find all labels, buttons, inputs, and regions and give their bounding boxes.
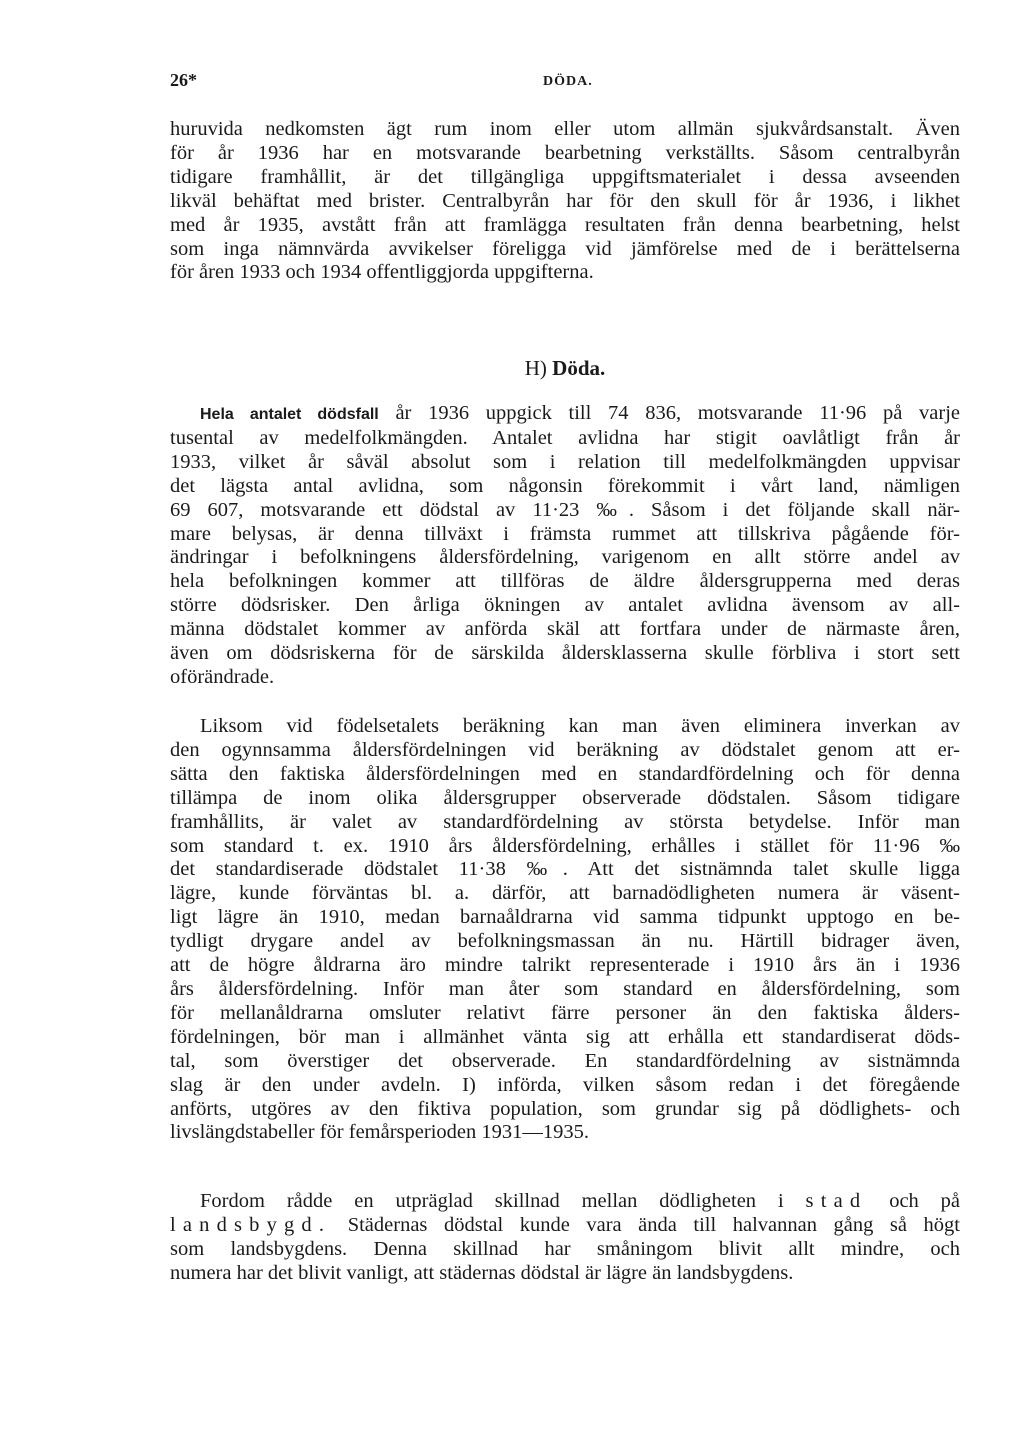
text-line: för åren 1933 och 1934 offentliggjorda uppgifterna. xyxy=(170,261,594,284)
text-line: männa dödstalet kommer av anförda skäl att fortfara under de närmaste åren, xyxy=(170,618,960,641)
text-line: fördelningen, bör man i allmänhet vänta sig att erhålla ett standardiserat döds- xyxy=(170,1025,960,1048)
page-number: 26* xyxy=(170,70,197,90)
line-rest: Städernas dödstal kunde vara ända till halvannan gång så högt xyxy=(347,1213,960,1236)
text-line: tidigare framhållit, är det tillgängliga uppgiftsmaterialet i dessa avseenden xyxy=(170,165,960,188)
text-line xyxy=(170,1214,960,1238)
text-line: det standardiserade dödstalet 11·38 ‰. Att det sistnämnda talet skulle ligga xyxy=(170,858,960,881)
text-line xyxy=(170,402,960,427)
text-line: slag är den under avdeln. I) införda, vilken såsom redan i det föregående xyxy=(170,1073,960,1096)
paragraph-standardization xyxy=(170,715,960,1145)
text-line: sätta den faktiska åldersfördelningen med en standardfördelning och för denna xyxy=(170,762,960,785)
lead-in-text: Hela antalet dödsfall xyxy=(200,406,379,423)
text-line: huruvida nedkomsten ägt rum inom eller utom allmän sjukvårdsanstalt. Även xyxy=(170,118,960,140)
text-line: tydligt drygare andel av befolkningsmassan än nu. Härtill bidrager även, xyxy=(170,930,960,953)
text-line: även om dödsriskerna för de särskilda åldersklasserna skulle förbliva i stort sett xyxy=(170,642,960,665)
text-line: tal, som överstiger det observerade. En standardfördelning av sistnämnda xyxy=(170,1049,960,1072)
text-line: års åldersfördelning. Inför man åter som standard en åldersfördelning, som xyxy=(170,977,960,1000)
text-line: 69 607, motsvarande ett dödstal av 11·23 ‰. Såsom i det följande skall när- xyxy=(170,498,960,521)
lead-line-rest: år 1936 uppgick till 74 836, motsvarande 11·96 på varje xyxy=(395,402,961,424)
text-line: 1933, vilket år såväl absolut som i relation till medelfolkmängden uppvisar xyxy=(170,450,960,473)
text-line: anförts, utgöres av den fiktiva population, som grundar sig på dödlighets- och xyxy=(170,1097,960,1120)
line-end: och på xyxy=(889,1190,961,1212)
section-letter: H) xyxy=(524,356,547,380)
text-line: mare belysas, är denna tillväxt i främsta rummet att tillskriva pågående för- xyxy=(170,522,960,545)
text-line: numera har det blivit vanligt, att städernas dödstal är lägre än landsbygdens. xyxy=(170,1261,794,1284)
paragraph-deaths-total xyxy=(170,402,960,690)
text-line: ändringar i befolkningens åldersfördelning, varigenom en allt större andel av xyxy=(170,546,960,569)
running-head: DÖDA. xyxy=(543,74,593,89)
section-title: Döda. xyxy=(552,356,606,380)
text-line: med år 1935, avstått från att framlägga resultaten från denna bearbetning, helst xyxy=(170,213,960,236)
text-line: som standard t. ex. 1910 års åldersfördelning, erhålles i stället för 11·96 ‰ xyxy=(170,834,960,857)
paragraph-urban-rural xyxy=(170,1190,960,1286)
spaced-word-landsbygd: landsbygd. xyxy=(170,1213,332,1236)
text-line: som landsbygdens. Denna skillnad har småningom blivit allt mindre, och xyxy=(170,1237,960,1260)
text-line: för år 1936 har en motsvarande bearbetning verkställts. Såsom centralbyrån xyxy=(170,141,960,164)
section-heading xyxy=(170,356,960,381)
text-line: tillämpa de inom olika åldersgrupper observerade dödstalen. Såsom tidigare xyxy=(170,786,960,809)
text-line: den ogynnsamma åldersfördelningen vid beräkning av dödstalet genom att er- xyxy=(170,738,960,761)
text-line: oförändrade. xyxy=(170,665,275,688)
spaced-word-stad: stad xyxy=(805,1190,868,1212)
text-line: ligt lägre än 1910, medan barnaåldrarna vid samma tidpunkt upptogo en be- xyxy=(170,906,960,929)
page-header xyxy=(170,70,960,94)
text-line: att de högre åldrarna äro mindre talrikt representerade i 1910 års än i 1936 xyxy=(170,954,960,977)
text-line: likväl behäftat med brister. Centralbyrån har för den skull för år 1936, i likhet xyxy=(170,189,960,212)
intro-paragraph xyxy=(170,118,960,285)
text-line: framhållits, är valet av standardfördelning av största betydelse. Inför man xyxy=(170,810,960,833)
text-line: hela befolkningen kommer att tillföras de äldre åldersgrupperna med deras xyxy=(170,570,960,593)
text-line: det lägsta antal avlidna, som någonsin förekommit i vårt land, nämligen xyxy=(170,474,960,497)
text-line: Liksom vid födelsetalets beräkning kan man även eliminera inverkan av xyxy=(200,715,960,737)
text-line: som inga nämnvärda avvikelser föreligga vid jämförelse med de i berättelserna xyxy=(170,237,960,260)
text-line: större dödsrisker. Den årliga ökningen av antalet avlidna ävensom av all- xyxy=(170,594,960,617)
text-line xyxy=(170,1190,960,1214)
text-line: tusental av medelfolkmängden. Antalet avlidna har stigit oavlåtligt från år xyxy=(170,426,960,449)
text-line: för mellanåldrarna omsluter relativt färre personer än den faktiska ålders- xyxy=(170,1001,960,1024)
text-line: lägre, kunde förväntas bl. a. därför, att barnadödligheten numera är väsent- xyxy=(170,882,960,905)
text-line: livslängdstabeller för femårsperioden 1931—1935. xyxy=(170,1121,589,1144)
line-start: Fordom rådde en utpräglad skillnad mellan dödligheten i xyxy=(200,1190,784,1212)
